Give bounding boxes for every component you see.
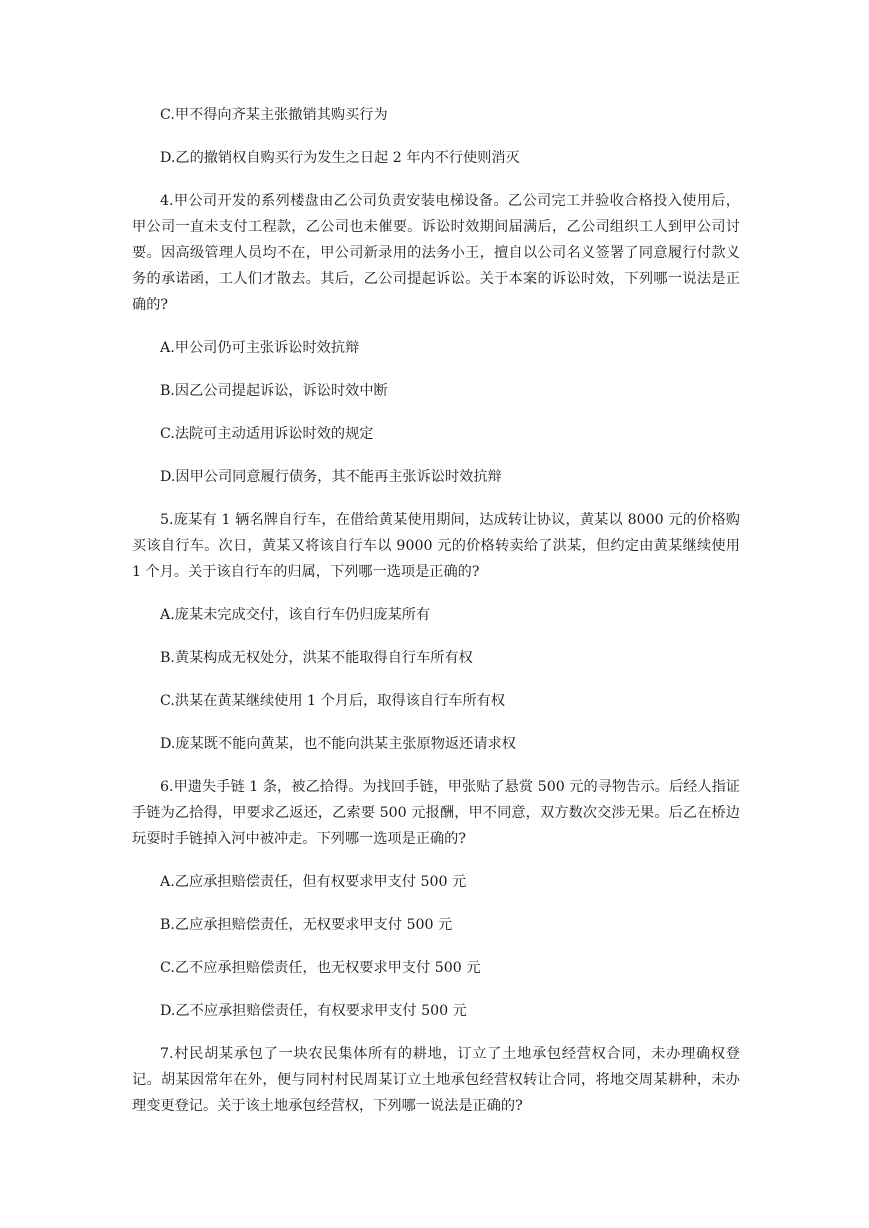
question-paragraph: 5.庞某有 1 辆名牌自行车，在借给黄某使用期间，达成转让协议，黄某以 8000 元的价格购买该自行车。次日，黄某又将该自行车以 9000 元的价格转卖给了洪某，但约定由黄某继续使用 1 个月。关于该自行车的归属，下列哪一选项是正确的?	[132, 512, 740, 580]
answer-option: D.乙不应承担赔偿责任，有权要求甲支付 500 元	[160, 1003, 467, 1019]
answer-option: D.乙的撤销权自购买行为发生之日起 2 年内不行使则消灭	[160, 150, 520, 166]
answer-option: A.甲公司仍可主张诉讼时效抗辩	[160, 340, 360, 356]
answer-option: D.庞某既不能向黄某，也不能向洪某主张原物返还请求权	[160, 736, 516, 752]
answer-option: D.因甲公司同意履行债务，其不能再主张诉讼时效抗辩	[160, 469, 502, 485]
answer-option: C.甲不得向齐某主张撤销其购买行为	[160, 107, 388, 123]
question-paragraph: 4.甲公司开发的系列楼盘由乙公司负责安装电梯设备。乙公司完工并验收合格投入使用后，甲公司一直未支付工程款，乙公司也未催要。诉讼时效期间届满后，乙公司组织工人到甲公司讨要。因高级管理人员均不在，甲公司新录用的法务小王，擅自以公司名义签署了同意履行付款义务的承诺函，工人们才散去。其后，乙公司提起诉讼。关于本案的诉讼时效，下列哪一说法是正确的?	[132, 193, 740, 313]
document-body	[132, 102, 740, 1136]
answer-option: B.黄某构成无权处分，洪某不能取得自行车所有权	[160, 650, 473, 666]
answer-option: A.乙应承担赔偿责任，但有权要求甲支付 500 元	[160, 874, 467, 890]
answer-option: B.乙应承担赔偿责任，无权要求甲支付 500 元	[160, 917, 453, 933]
question-paragraph: 6.甲遗失手链 1 条，被乙拾得。为找回手链，甲张贴了悬赏 500 元的寻物告示。后经人指证手链为乙拾得，甲要求乙返还，乙索要 500 元报酬，甲不同意，双方数次交涉无果。后乙在桥边玩耍时手链掉入河中被冲走。下列哪一选项是正确的?	[132, 779, 740, 847]
answer-option: A.庞某未完成交付，该自行车仍归庞某所有	[160, 607, 431, 623]
answer-option: C.洪某在黄某继续使用 1 个月后，取得该自行车所有权	[160, 693, 506, 709]
question-paragraph: 7.村民胡某承包了一块农民集体所有的耕地，订立了土地承包经营权合同，未办理确权登记。胡某因常年在外，便与同村村民周某订立土地承包经营权转让合同，将地交周某耕种，未办理变更登记。关于该土地承包经营权，下列哪一说法是正确的?	[132, 1046, 740, 1114]
answer-option: B.因乙公司提起诉讼，诉讼时效中断	[160, 383, 388, 399]
answer-option: C.乙不应承担赔偿责任，也无权要求甲支付 500 元	[160, 960, 481, 976]
answer-option: C.法院可主动适用诉讼时效的规定	[160, 426, 374, 442]
